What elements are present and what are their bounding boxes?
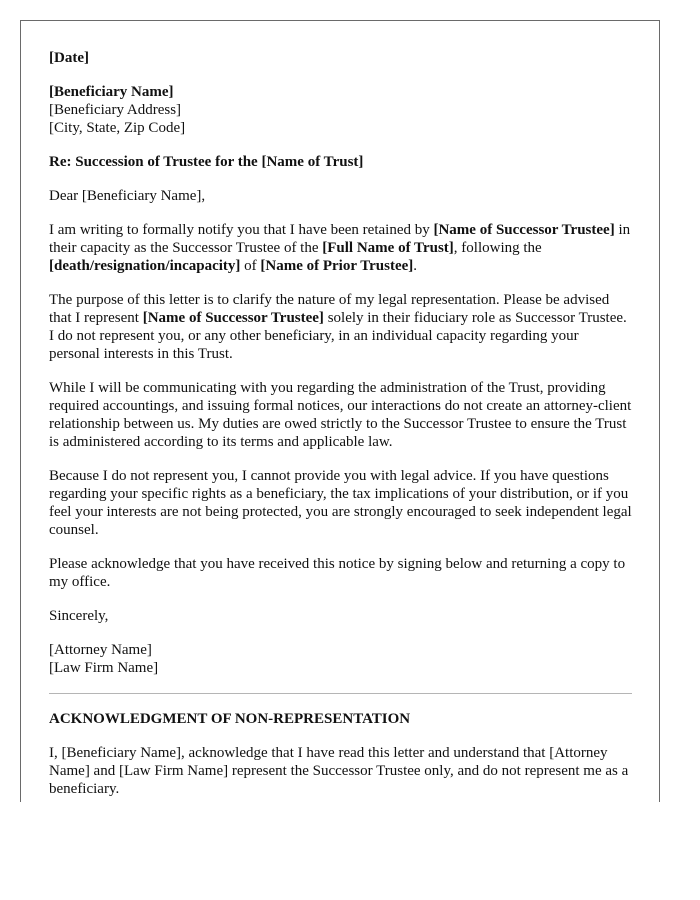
closing: Sincerely, (49, 608, 109, 624)
successor-trustee-placeholder: [Name of Successor Trustee] (433, 222, 615, 238)
paragraph-acknowledge-request: Please acknowledge that you have received this notice by signing below and returning a copy to my office. (49, 556, 626, 590)
letter-page (20, 20, 660, 802)
recipient-city-state-zip: [City, State, Zip Code] (49, 120, 186, 136)
paragraph-representation-text-1: The purpose of this letter is to clarify the nature of my legal representation. Please be advised that I represent (49, 292, 610, 326)
letter-content (49, 49, 632, 802)
prior-trustee-placeholder: [Name of Prior Trustee] (260, 258, 414, 274)
recipient-address-block (49, 83, 632, 137)
paragraph-notification (49, 221, 632, 275)
salutation: Dear [Beneficiary Name], (49, 188, 206, 204)
paragraph-notification-text-4: of (240, 258, 261, 274)
paragraph-notification-text-5: . (413, 258, 418, 274)
paragraph-notification-text-1: I am writing to formally notify you that I have been retained by (49, 222, 434, 238)
subject-line: Re: Succession of Trustee for the [Name of Trust] (49, 154, 364, 170)
paragraph-notification-text-3: , following the (453, 240, 542, 256)
recipient-address: [Beneficiary Address] (49, 102, 182, 118)
paragraph-representation-scope (49, 291, 632, 363)
attorney-name: [Attorney Name] (49, 642, 152, 658)
successor-trustee-placeholder-2: [Name of Successor Trustee] (142, 310, 324, 326)
law-firm-name: [Law Firm Name] (49, 660, 159, 676)
trust-name-placeholder: [Full Name of Trust] (322, 240, 454, 256)
paragraph-seek-counsel: Because I do not represent you, I cannot provide you with legal advice. If you have questions regarding your specific rights as a beneficiary, the tax implications of your distribution, or if you feel your interests are not being protected, you are strongly encouraged to seek independent legal counsel. (49, 468, 632, 538)
paragraph-representation-text-2: solely in their fiduciary role as Successor Trustee. I do not represent you, or any other beneficiary, in an individual capacity regarding your personal interests in this Trust. (49, 310, 627, 362)
paragraph-notification-text-2: in their capacity as the Successor Trustee of the (49, 222, 631, 256)
letter-date: [Date] (49, 50, 89, 66)
section-divider (49, 693, 632, 694)
recipient-name: [Beneficiary Name] (49, 84, 174, 100)
paragraph-no-attorney-client: While I will be communicating with you regarding the administration of the Trust, providing required accountings, and issuing formal notices, our interactions do not create an attorney-client relationship between us. My duties are owed strictly to the Successor Trustee to ensure the Trust is administered according to its terms and applicable law. (49, 380, 632, 450)
signature-block (49, 641, 632, 677)
acknowledgment-text: I, [Beneficiary Name], acknowledge that I have read this letter and understand that [Attorney Name] and [Law Firm Name] represent the Successor Trustee only, and do not represent me as a beneficiary. (49, 745, 629, 797)
acknowledgment-heading: ACKNOWLEDGMENT OF NON-REPRESENTATION (49, 711, 411, 727)
succession-reason-placeholder: [death/resignation/incapacity] (49, 258, 241, 274)
